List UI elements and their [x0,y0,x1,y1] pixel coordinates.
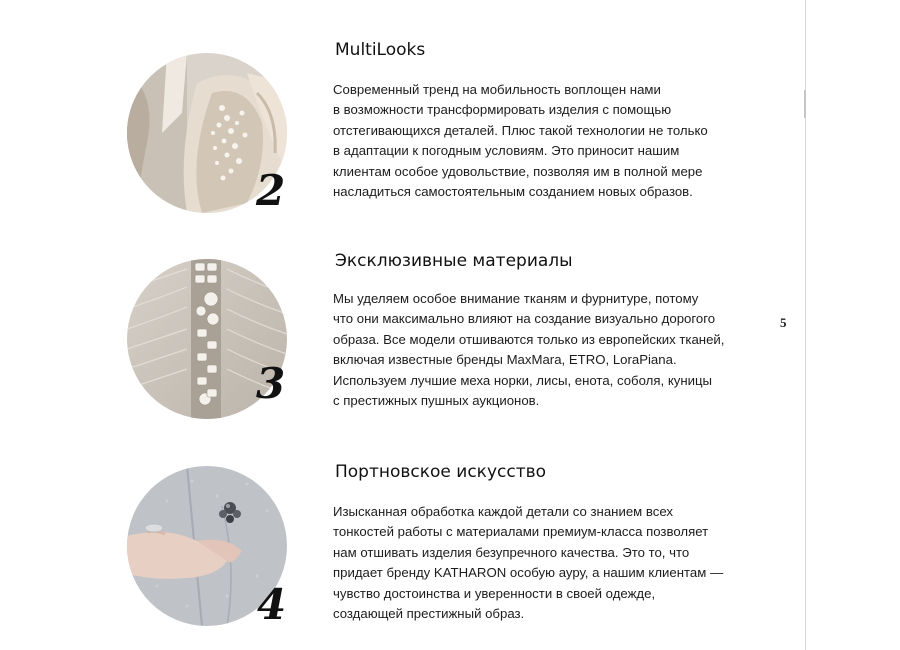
text-line: в адаптации к погодным условиям. Это приносит нашим [333,143,680,159]
text-line: с престижных пушных аукционов. [333,393,540,409]
section-description [333,80,753,202]
text-line: придает бренду KATHARON особую ауру, а нашим клиентам — [333,565,724,581]
section-title: MultiLooks [335,40,426,60]
photo-number: 4 [257,580,287,629]
photo-number: 3 [256,359,286,408]
section-description [333,289,753,411]
text-line: отстегивающихся деталей. Плюс такой технологии не только [333,122,708,138]
text-line: Мы уделяем особое внимание тканям и фурнитуре, потому [333,291,699,306]
text-line: что они максимально влияют на создание визуально дорогого [333,311,716,327]
text-line: клиентам особое удовольствие, позволяя им в полной мере [333,163,703,179]
section-tailoring [0,462,800,632]
text-line: тонкостей работы с материалами премиум-класса позволяет [333,524,709,540]
text-line: включая известные бренды MaxMara, ETRO, LoraPiana. [333,352,677,368]
scroll-indicator[interactable] [804,90,806,118]
section-materials [0,251,800,421]
text-line: чувство достоинства и уверенности в своей одежде, [333,585,656,601]
section-description [333,502,753,624]
section-multilooks [0,40,800,215]
text-line: насладиться самостоятельным созданием новых образов. [333,184,693,200]
text-line: Изысканная обработка каждой детали со знанием всех [333,504,673,519]
section-title: Эксклюзивные материалы [335,251,573,271]
text-line: образа. Все модели отшиваются только из европейских тканей, [333,331,725,347]
page-number: 5 [780,315,787,330]
text-line: Используем лучшие меха норки, лисы, енота, соболя, куницы [333,372,713,388]
text-line: создающей престижный образ. [333,606,525,622]
text-line: в возможности трансформировать изделия с помощью [333,102,672,118]
text-line: нам отшивать изделия безупречного качества. Это то, что [333,544,690,560]
photo-number: 2 [256,166,286,215]
text-line: Современный тренд на мобильность воплощен нами [333,82,661,97]
section-title: Портновское искусство [335,462,547,482]
